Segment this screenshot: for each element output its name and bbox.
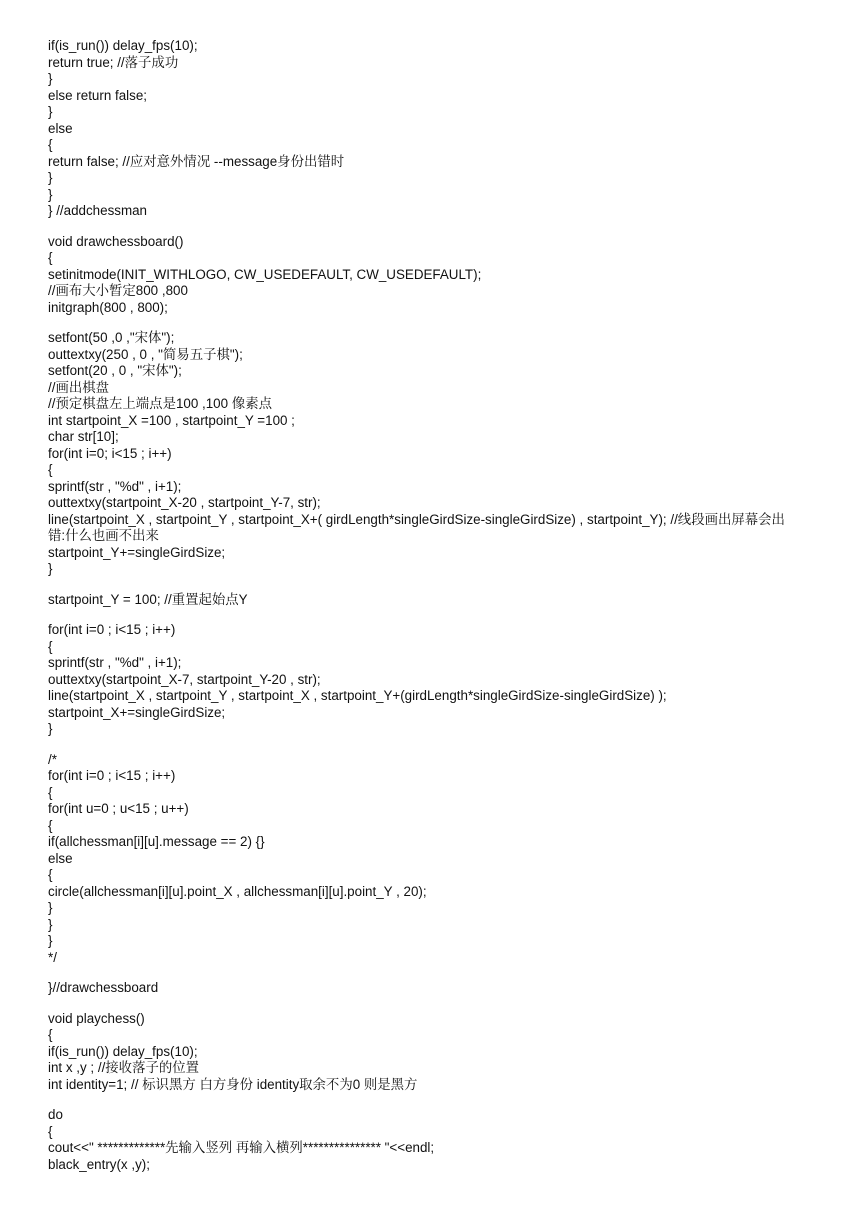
block-gap xyxy=(48,578,838,592)
block-gap xyxy=(48,738,838,752)
code-line: { xyxy=(48,1123,53,1139)
code-line: int identity=1; // 标识黑方 白方身份 identity取余不为0 则是黑方 xyxy=(48,1076,418,1092)
block-gap xyxy=(48,966,838,980)
code-line: black_entry(x ,y); xyxy=(48,1156,150,1172)
code-line: 错:什么也画不出来 xyxy=(48,528,159,543)
code-line: char str[10]; xyxy=(48,429,119,444)
code-line: return true; //落子成功 xyxy=(48,54,179,70)
code-line: }//drawchessboard xyxy=(48,980,159,995)
code-line: startpoint_Y = 100; //重置起始点Y xyxy=(48,591,248,607)
code-line: return false; //应对意外情况 --message身份出错时 xyxy=(48,153,345,169)
code-line: sprintf(str , "%d" , i+1); xyxy=(48,478,182,494)
code-line: } xyxy=(48,186,53,202)
code-line: } xyxy=(48,561,53,576)
code-line: } xyxy=(48,916,53,932)
code-line: } xyxy=(48,104,53,119)
block-gap xyxy=(48,316,838,330)
block-gap xyxy=(48,220,838,234)
code-block xyxy=(48,1011,838,1094)
code-line: //画布大小暂定800 ,800 xyxy=(48,283,188,298)
code-line: for(int u=0 ; u<15 ; u++) xyxy=(48,801,189,816)
code-line: /* xyxy=(48,751,57,767)
code-line: startpoint_Y+=singleGirdSize; xyxy=(48,544,226,560)
code-line: } xyxy=(48,900,53,915)
code-line: if(is_run()) delay_fps(10); xyxy=(48,38,198,53)
code-block xyxy=(48,592,838,609)
block-gap xyxy=(48,997,838,1011)
code-line: setfont(50 ,0 ,"宋体"); xyxy=(48,330,175,345)
code-line: do xyxy=(48,1107,63,1122)
code-line: */ xyxy=(48,949,57,965)
code-line: else return false; xyxy=(48,87,147,103)
block-gap xyxy=(48,608,838,622)
code-line: { xyxy=(48,137,53,152)
code-block xyxy=(48,330,838,578)
code-block xyxy=(48,980,838,997)
code-line: initgraph(800 , 800); xyxy=(48,299,168,315)
code-line: int x ,y ; //接收落子的位置 xyxy=(48,1060,200,1075)
code-line: for(int i=0 ; i<15 ; i++) xyxy=(48,768,176,783)
code-line: outtextxy(startpoint_X-7, startpoint_Y-20 , str); xyxy=(48,671,321,687)
code-line: setfont(20 , 0 , "宋体"); xyxy=(48,363,182,378)
code-line: { xyxy=(48,1027,53,1042)
code-line: void drawchessboard() xyxy=(48,233,184,249)
code-line: line(startpoint_X , startpoint_Y , startpoint_X , startpoint_Y+(girdLength*singleGirdSize-singleGirdSize) ); xyxy=(48,688,667,703)
code-line: line(startpoint_X , startpoint_Y , startpoint_X+( girdLength*singleGirdSize-singleGirdSize) , startpoint_Y); //线段画出屏幕会出 xyxy=(48,511,785,527)
code-line: void playchess() xyxy=(48,1010,145,1026)
code-document xyxy=(48,38,838,1173)
code-line: sprintf(str , "%d" , i+1); xyxy=(48,655,182,670)
code-line: //画出棋盘 xyxy=(48,379,110,395)
code-block xyxy=(48,622,838,738)
code-line: } //addchessman xyxy=(48,203,148,218)
code-line: outtextxy(startpoint_X-20 , startpoint_Y-7, str); xyxy=(48,495,321,510)
code-line: if(allchessman[i][u].message == 2) {} xyxy=(48,834,265,849)
code-line: } xyxy=(48,170,53,185)
code-line: for(int i=0; i<15 ; i++) xyxy=(48,445,172,461)
code-block xyxy=(48,1107,838,1173)
code-line: int startpoint_X =100 , startpoint_Y =100 ; xyxy=(48,412,295,428)
code-line: if(is_run()) delay_fps(10); xyxy=(48,1043,198,1059)
code-line: { xyxy=(48,250,53,265)
code-line: circle(allchessman[i][u].point_X , allchessman[i][u].point_Y , 20); xyxy=(48,883,427,899)
code-block xyxy=(48,752,838,967)
code-block xyxy=(48,234,838,317)
code-line: for(int i=0 ; i<15 ; i++) xyxy=(48,622,176,637)
block-gap xyxy=(48,1093,838,1107)
code-line: else xyxy=(48,850,73,866)
code-line: outtextxy(250 , 0 , "简易五子棋"); xyxy=(48,346,243,362)
code-line: else xyxy=(48,120,73,136)
code-line: } xyxy=(48,933,53,948)
code-line: setinitmode(INIT_WITHLOGO, CW_USEDEFAULT, CW_USEDEFAULT); xyxy=(48,266,482,282)
code-line: { xyxy=(48,462,53,477)
code-line: { xyxy=(48,784,53,800)
code-line: } xyxy=(48,721,53,736)
code-line: cout<<" *************先输入竖列 再输入横列*************** "<<endl; xyxy=(48,1140,435,1155)
code-block xyxy=(48,38,838,220)
code-line: { xyxy=(48,638,53,654)
code-line: { xyxy=(48,867,53,882)
code-line: { xyxy=(48,817,53,833)
code-line: } xyxy=(48,71,53,86)
code-line: //预定棋盘左上端点是100 ,100 像素点 xyxy=(48,396,272,411)
code-line: startpoint_X+=singleGirdSize; xyxy=(48,704,226,720)
